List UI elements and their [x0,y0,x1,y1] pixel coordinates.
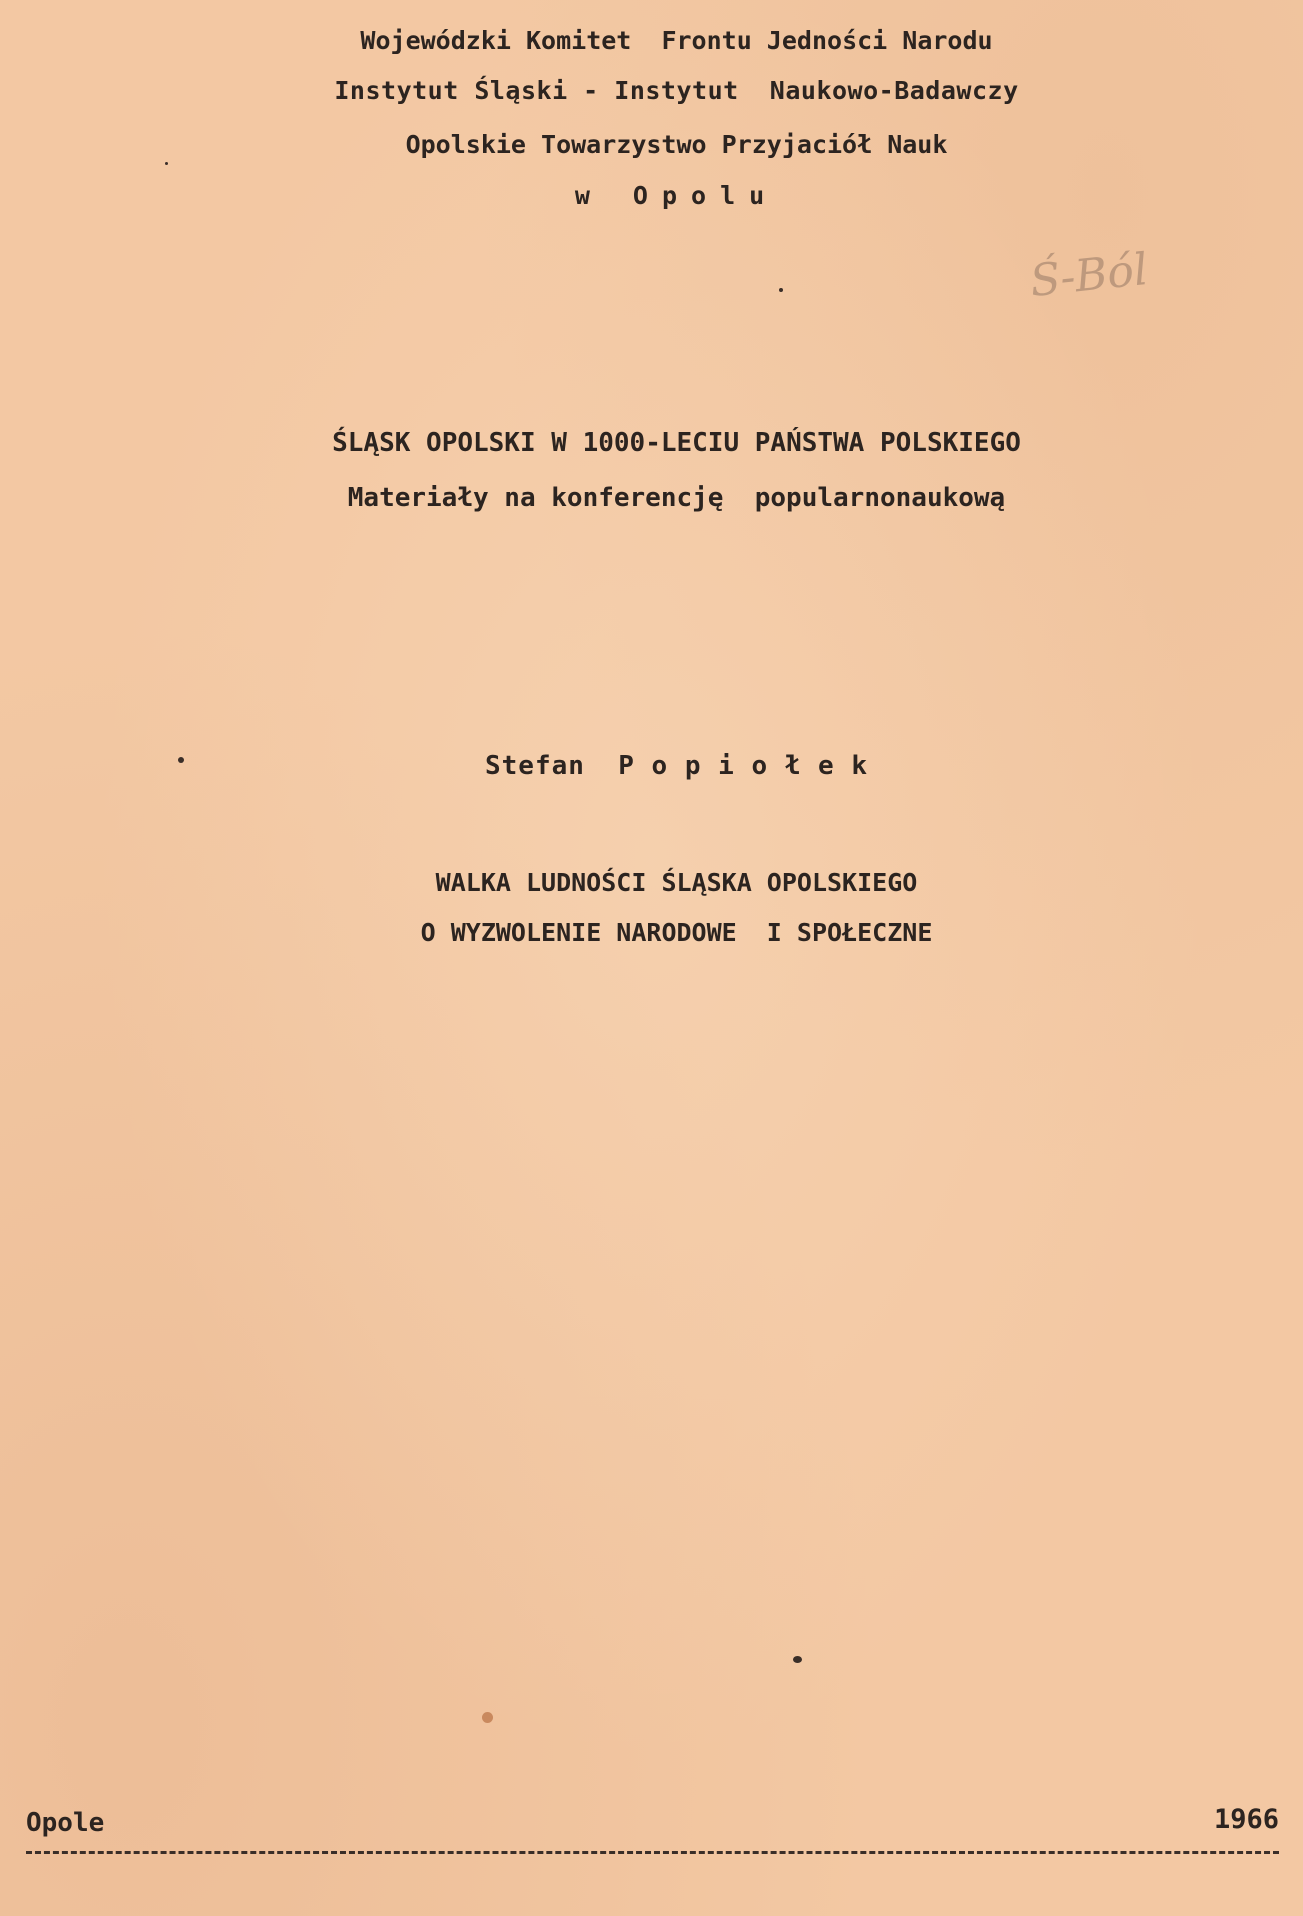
footer-year: 1966 [1213,1804,1279,1835]
work-title-line-2: O WYZWOLENIE NARODOWE I SPOŁECZNE [420,918,933,947]
publication-title: ŚLĄSK OPOLSKI W 1000-LECIU PAŃSTWA POLSKIEGO [332,428,1021,458]
handwritten-annotation: Ś-Ból [1027,243,1151,308]
publication-subtitle: Materiały na konferencję popularnonaukową [347,483,1006,513]
paper-speck [793,1656,802,1663]
header-city: w Opolu [574,181,779,210]
header-institute: Instytut Śląski - Instytut Naukowo-Badawczy [334,76,1019,105]
work-title-line-1: WALKA LUDNOŚCI ŚLĄSKA OPOLSKIEGO [435,868,918,897]
paper-speck [779,288,783,292]
paper-speck [178,757,184,763]
author-name: Stefan P o p i o ł e k [484,751,869,781]
footer-dashed-rule [26,1851,1279,1854]
header-society: Opolskie Towarzystwo Przyjaciół Nauk [405,130,948,159]
paper-speck [482,1712,493,1723]
paper-speck [165,162,168,165]
header-committee: Wojewódzki Komitet Frontu Jedności Narodu [360,26,993,55]
footer-place: Opole [26,1808,105,1838]
